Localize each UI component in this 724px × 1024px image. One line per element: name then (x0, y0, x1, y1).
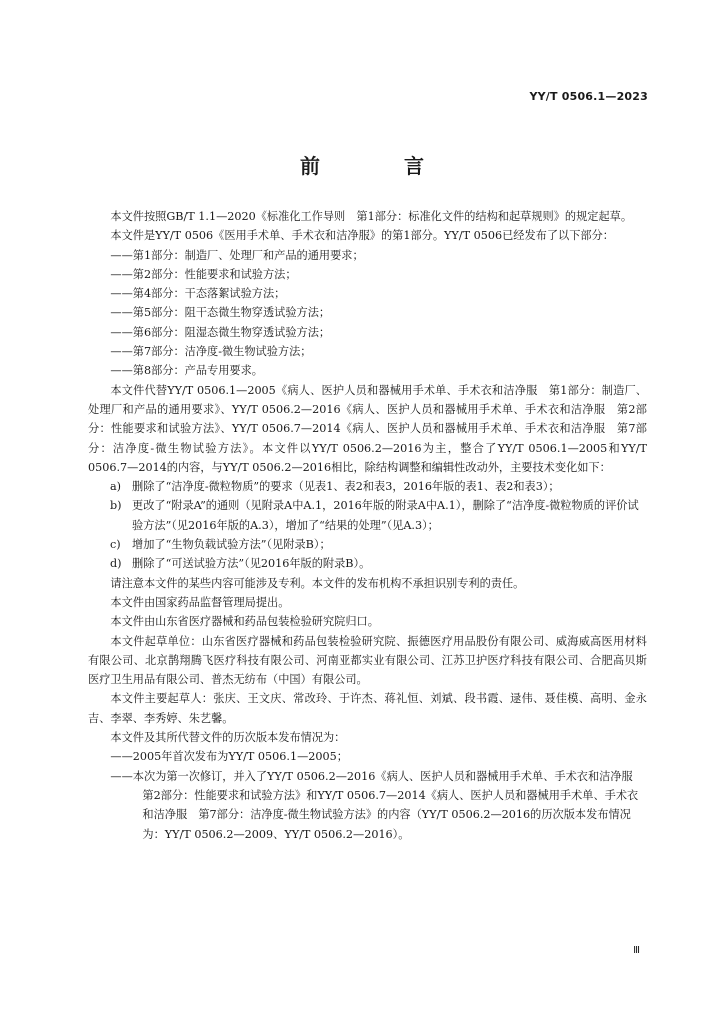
list-item: ——第8部分：产品专用要求。 (110, 364, 263, 378)
change-item (88, 554, 647, 573)
change-item (88, 477, 647, 496)
list-item: ——第7部分：洁净度-微生物试验方法； (110, 345, 312, 359)
list-item: ——第2部分：性能要求和试验方法； (110, 267, 297, 281)
list-item: ——第4部分：干态落絮试验方法； (110, 287, 286, 301)
change-item-text: 更改了“附录A”的通则（见附录A中A.1，2016年版的附录A中A.1），删除了“洁净度-微粒物质的评价试验方法”（见2016年版的A.3），增加了“结果的处理”（见A.3）； (132, 499, 639, 532)
list-item: ——第1部分：制造厂、处理厂和产品的通用要求； (110, 248, 364, 262)
paragraph-history-intro: 本文件及其所代替文件的历次版本发布情况为： (110, 731, 346, 745)
paragraph-committee: 本文件由山东省医疗器械和药品包装检验研究院归口。 (110, 615, 379, 629)
history-item (88, 767, 647, 844)
change-item-text: 删除了“可送试验方法”（见2016年版的附录B）。 (132, 557, 371, 571)
page-number: Ⅲ (633, 945, 640, 956)
document-body (88, 207, 647, 844)
list-item: ——第5部分：阻干态微生物穿透试验方法； (110, 306, 331, 320)
change-item-label: d) (110, 557, 122, 571)
paragraph-proposer: 本文件由国家药品监督管理局提出。 (110, 595, 290, 609)
list-item: ——第6部分：阻湿态微生物穿透试验方法； (110, 325, 331, 339)
paragraph-patent-notice: 请注意本文件的某些内容可能涉及专利。本文件的发布机构不承担识别专利的责任。 (110, 576, 525, 590)
change-item-label: b) (110, 499, 122, 513)
change-item (88, 496, 647, 535)
change-item-label: a) (110, 480, 122, 494)
page-title: 前 言 (300, 154, 456, 178)
change-item-text: 增加了“生物负载试验方法”（见附录B）； (132, 538, 331, 552)
paragraph-drafting-rules: 本文件按照GB/T 1.1—2020《标准化工作导则 第1部分：标准化文件的结构和起草规则》的规定起草。 (110, 210, 633, 223)
paragraph-drafters: 本文件主要起草人：张庆、王文庆、常改玲、于许杰、蒋礼恒、刘斌、段书霞、逯伟、聂佳模、高明、金永吉、李翠、李秀婷、朱艺馨。 (88, 692, 647, 725)
change-item-label: c) (110, 538, 121, 552)
paragraph-series-intro: 本文件是YY/T 0506《医用手术单、手术衣和洁净服》的第1部分。YY/T 0506已经发布了以下部分： (110, 229, 614, 243)
history-item-text: ——本次为第一次修订，并入了YY/T 0506.2—2016《病人、医护人员和器械用手术单、手术衣和洁净服 第2部分：性能要求和试验方法》和YY/T 0506.7—2014《病人、医护人员和器械用手术单、手术衣和洁净服 第7部分：洁净度-微生物试验方法》的内容（YY/T 0506.2—2016的历次版本发布情况为：YY/T 0506.2—2009、YY/T 0506.2—2016）。 (110, 769, 644, 841)
paragraph-replacement: 本文件代替YY/T 0506.1—2005《病人、医护人员和器械用手术单、手术衣和洁净服 第1部分：制造厂、处理厂和产品的通用要求》、YY/T 0506.2—2016《病人、医护人员和器械用手术单、手术衣和洁净服 第2部分：性能要求和试验方法》、YY/T 0506.7—2014《病人、医护人员和器械用手术单、手术衣和洁净服 第7部分：洁净度-微生物试验方法》。本文件以YY/T 0506.2—2016为主，整合了YY/T 0506.1—2005和YY/T 0506.7—2014的内容，与YY/T 0506.2—2016相比，除结构调整和编辑性改动外，主要技术变化如下： (88, 383, 647, 474)
standard-code: YY/T 0506.1—2023 (529, 90, 648, 103)
history-item: ——2005年首次发布为YY/T 0506.1—2005； (110, 750, 348, 764)
change-item (88, 535, 647, 554)
paragraph-drafting-units: 本文件起草单位：山东省医疗器械和药品包装检验研究院、振德医疗用品股份有限公司、威海威高医用材料有限公司、北京鹊翔腾飞医疗科技有限公司、河南亚都实业有限公司、江苏卫护医疗科技有限公司、合肥高贝斯医疗卫生用品有限公司、普杰无纺布（中国）有限公司。 (88, 634, 647, 687)
change-item-text: 删除了“洁净度-微粒物质”的要求（见表1、表2和表3，2016年版的表1、表2和表3）； (132, 480, 560, 494)
